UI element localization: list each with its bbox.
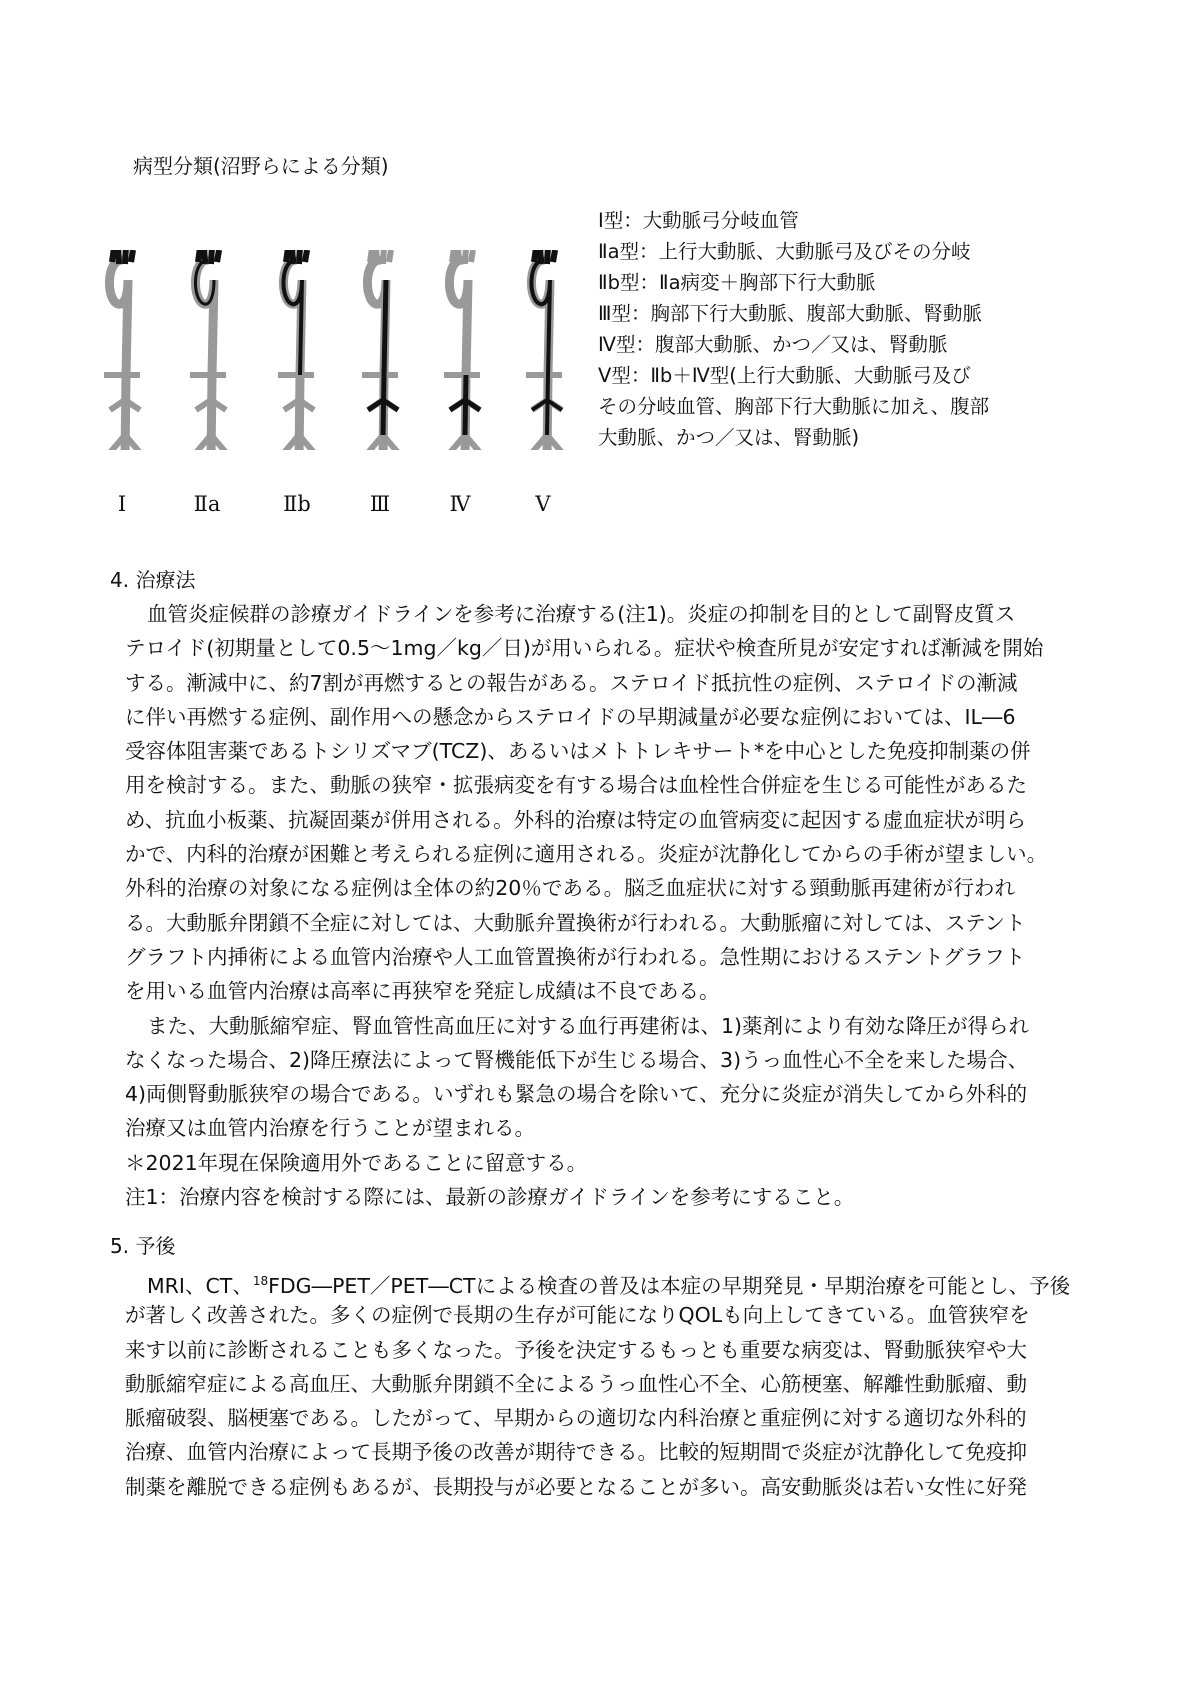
aorta-classification-figure — [98, 250, 578, 450]
note-1: 注1：治療内容を検討する際には、最新の診療ガイドラインを参考にすること。 — [125, 1185, 855, 1210]
text-line: 治療又は血管内治療を行うことが望まれる。 — [125, 1116, 535, 1141]
aorta-type-3 — [362, 250, 400, 450]
figure-label: Ⅱb — [283, 492, 311, 516]
text-line: 治療、血管内治療によって長期予後の改善が期待できる。比較的短期間で炎症が沈静化して免疫抑 — [125, 1440, 1027, 1465]
aorta-type-1 — [104, 250, 142, 450]
text-line: 外科的治療の対象になる症例は全体の約20％である。脳乏血症状に対する頸動脈再建術が行われ — [125, 876, 1015, 901]
aorta-type-5 — [526, 250, 564, 450]
section-heading-prognosis: 5. 予後 — [110, 1234, 176, 1258]
aorta-type-2a — [190, 250, 228, 450]
text-line: が著しく改善された。多くの症例で長期の生存が可能になりQOLも向上してきている。血管狭窄を — [125, 1303, 1030, 1328]
figure-label: Ⅲ — [369, 492, 391, 516]
text-line: なくなった場合、2)降圧療法によって腎機能低下が生じる場合、3)うっ血性心不全を来した場合、 — [125, 1047, 1029, 1072]
prognosis-paragraph — [125, 1264, 1071, 1504]
aorta-type-2b — [278, 250, 316, 450]
type-item: Ⅱb型：Ⅱa病変＋胸部下行大動脈 — [598, 271, 876, 294]
text-line: テロイド(初期量として0.5～1mg／kg／日)が用いられる。症状や検査所見が安定すれば漸減を開始 — [125, 636, 1044, 661]
type-item: Ⅴ型：Ⅱb＋Ⅳ型(上行大動脈、大動脈弓及び — [598, 364, 971, 387]
type-item: Ⅰ型：大動脈弓分岐血管 — [598, 209, 799, 232]
figure-label: Ⅰ — [117, 492, 127, 516]
text-line: 動脈縮窄症による高血圧、大動脈弁閉鎖不全によるうっ血性心不全、心筋梗塞、解離性動脈瘤、動 — [125, 1371, 1027, 1396]
text-line: め、抗血小板薬、抗凝固薬が併用される。外科的治療は特定の血管病変に起因する虚血症状が明ら — [125, 807, 1027, 832]
text-line: 来す以前に診断されることも多くなった。予後を決定するもっとも重要な病変は、腎動脈狭窄や大 — [125, 1337, 1027, 1362]
superscript-18: 18 — [252, 1274, 269, 1288]
text-line: 血管炎症候群の診療ガイドラインを参考に治療する(注1)。炎症の抑制を目的として副腎皮質ス — [147, 602, 1016, 626]
text-line: 脈瘤破裂、脳梗塞である。したがって、早期からの適切な内科治療と重症例に対する適切な外科的 — [125, 1406, 1027, 1431]
section-heading-treatment: 4. 治療法 — [110, 568, 196, 592]
text-line: 用を検討する。また、動脈の狭窄・拡張病変を有する場合は血栓性合併症を生じる可能性があるた — [125, 773, 1027, 798]
figure-label: Ⅱa — [193, 492, 221, 516]
type-item: Ⅳ型：腹部大動脈、かつ／又は、腎動脈 — [598, 333, 948, 356]
type-legend — [598, 205, 989, 453]
text-line: 制薬を離脱できる症例もあるが、長期投与が必要となることが多い。高安動脈炎は若い女性に好発 — [125, 1474, 1027, 1499]
text-line: 4)両側腎動脈狭窄の場合である。いずれも緊急の場合を除いて、充分に炎症が消失してから外科的 — [125, 1082, 1028, 1107]
text-line: かで、内科的治療が困難と考えられる症例に適用される。炎症が沈静化してからの手術が望ましい。 — [125, 842, 1048, 867]
text-line: を用いる血管内治療は高率に再狭窄を発症し成績は不良である。 — [125, 979, 720, 1004]
text-fragment: MRI、CT、 — [147, 1273, 253, 1298]
text-line: また、大動脈縮窄症、腎血管性高血圧に対する血行再建術は、1)薬剤により有効な降圧が得られ — [147, 1013, 1030, 1038]
text-line — [125, 1264, 1071, 1298]
treatment-paragraph-1 — [125, 597, 1048, 1214]
footnote-star: ＊2021年現在保険適用外であることに留意する。 — [125, 1150, 588, 1175]
type-item: 大動脈、かつ／又は、腎動脈) — [598, 426, 860, 449]
figure-label: Ⅴ — [535, 492, 551, 516]
figure-label: Ⅳ — [449, 492, 471, 516]
figure-title: 病型分類(沼野らによる分類) — [133, 154, 389, 178]
text-line: 受容体阻害薬であるトシリズマブ(TCZ)、あるいはメトトレキサート*を中心とした免疫抑制薬の併 — [125, 739, 1031, 764]
aorta-type-4 — [444, 250, 482, 450]
text-line: グラフト内挿術による血管内治療や人工血管置換術が行われる。急性期におけるステントグラフト — [125, 944, 1026, 969]
text-line: る。大動脈弁閉鎖不全症に対しては、大動脈弁置換術が行われる。大動脈瘤に対しては、ステント — [125, 910, 1026, 935]
type-item: Ⅱa型：上行大動脈、大動脈弓及びその分岐 — [598, 240, 971, 263]
type-item: その分岐血管、胸部下行大動脈に加え、腹部 — [598, 395, 990, 418]
text-line: する。漸減中に、約7割が再燃するとの報告がある。ステロイド抵抗性の症例、ステロイドの漸減 — [125, 670, 1018, 695]
type-item: Ⅲ型：胸部下行大動脈、腹部大動脈、腎動脈 — [598, 302, 982, 325]
text-line: に伴い再燃する症例、副作用への懸念からステロイドの早期減量が必要な症例においては、IL―6 — [125, 704, 1016, 729]
text-fragment: FDG―PET／PET―CTによる検査の普及は本症の早期発見・早期治療を可能とし、予後 — [268, 1273, 1071, 1298]
